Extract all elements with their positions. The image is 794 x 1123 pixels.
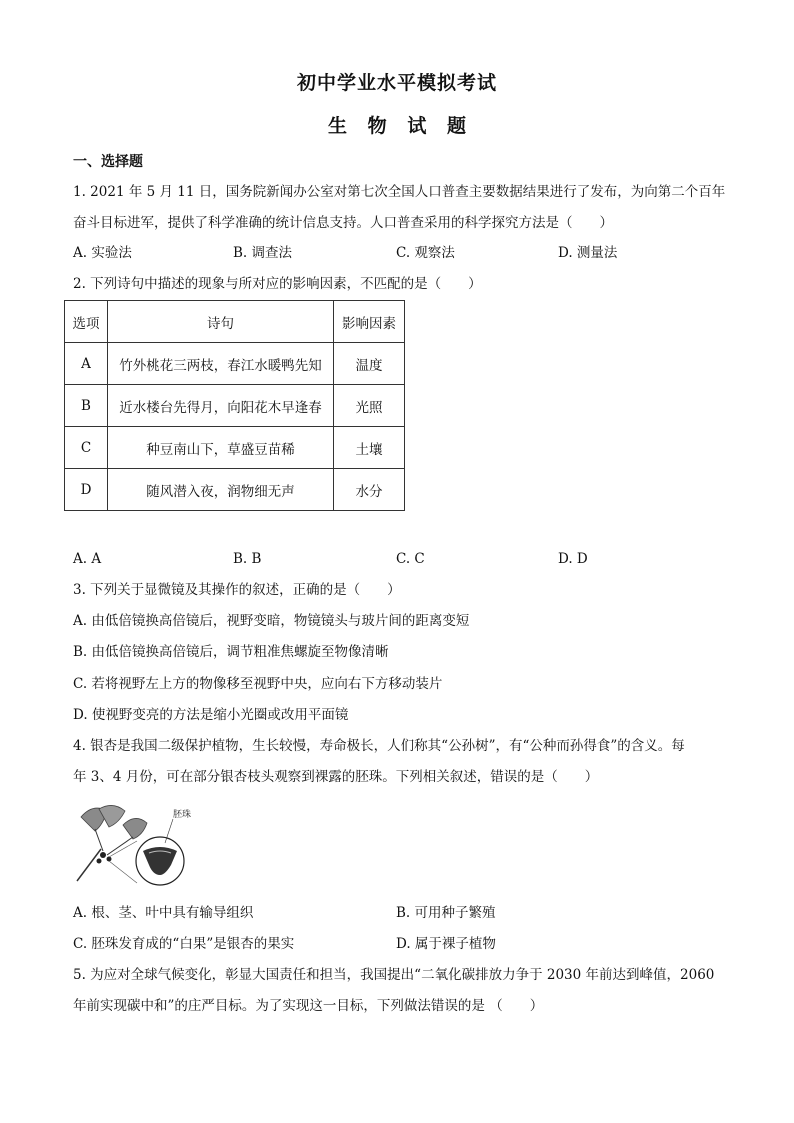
question-4-line-1: 4. 银杏是我国二级保护植物，生长较慢，寿命极长，人们称其“公孙树”，有“公种而孙得食”的含义。每 bbox=[73, 738, 685, 754]
table-row bbox=[65, 469, 405, 511]
table-cell: 温度 bbox=[334, 343, 405, 385]
question-2-option-d: D. D bbox=[558, 551, 588, 567]
subject-char: 生 bbox=[328, 115, 348, 137]
table-cell: 近水楼台先得月，向阳花木早逢春 bbox=[108, 385, 334, 427]
table-header-cell: 影响因素 bbox=[334, 301, 405, 343]
table-row bbox=[65, 385, 405, 427]
question-3-option-b: B. 由低倍镜换高倍镜后，调节粗准焦螺旋至物像清晰 bbox=[73, 644, 389, 660]
question-1-line-2: 奋斗目标进军，提供了科学准确的统计信息支持。人口普查采用的科学探究方法是（ ） bbox=[73, 215, 613, 231]
table-cell: C bbox=[65, 427, 108, 469]
table-cell: B bbox=[65, 385, 108, 427]
question-3-stem: 3. 下列关于显微镜及其操作的叙述，正确的是（ ） bbox=[73, 582, 401, 598]
exam-subject-title bbox=[0, 111, 794, 138]
table-cell: D bbox=[65, 469, 108, 511]
ovule-label: 胚珠 bbox=[173, 810, 192, 820]
table-cell: A bbox=[65, 343, 108, 385]
table-cell: 水分 bbox=[334, 469, 405, 511]
subject-char: 试 bbox=[407, 115, 427, 137]
question-3-option-d: D. 使视野变亮的方法是缩小光圈或改用平面镜 bbox=[73, 707, 349, 723]
question-1-option-a: A. 实验法 bbox=[73, 245, 132, 261]
question-4-option-d: D. 属于裸子植物 bbox=[396, 936, 496, 952]
question-2-table bbox=[64, 300, 405, 511]
exam-title: 初中学业水平模拟考试 bbox=[296, 72, 497, 94]
question-4-option-c: C. 胚珠发育成的“白果”是银杏的果实 bbox=[73, 936, 295, 952]
table-header-row bbox=[65, 301, 405, 343]
question-2-option-b: B. B bbox=[233, 551, 262, 567]
section-heading: 一、选择题 bbox=[73, 154, 143, 170]
table-cell: 随风潜入夜，润物细无声 bbox=[108, 469, 334, 511]
question-5-line-2: 年前实现碳中和”的庄严目标。为了实现这一目标，下列做法错误的是 （ ） bbox=[73, 998, 544, 1014]
question-4-option-b: B. 可用种子繁殖 bbox=[396, 905, 496, 921]
question-4-line-2: 年 3、4 月份，可在部分银杏枝头观察到裸露的胚珠。下列相关叙述，错误的是（ ） bbox=[73, 769, 599, 785]
question-2-option-c: C. C bbox=[396, 551, 425, 567]
table-row bbox=[65, 427, 405, 469]
table-header-cell: 诗句 bbox=[108, 301, 334, 343]
question-1-option-b: B. 调查法 bbox=[233, 245, 293, 261]
question-4-option-a: A. 根、茎、叶中具有输导组织 bbox=[73, 905, 254, 921]
question-3-option-a: A. 由低倍镜换高倍镜后，视野变暗，物镜镜头与玻片间的距离变短 bbox=[73, 613, 470, 629]
question-2-option-a: A. A bbox=[73, 551, 102, 567]
ginkgo-branch-illustration bbox=[73, 803, 193, 888]
table-cell: 光照 bbox=[334, 385, 405, 427]
table-cell: 土壤 bbox=[334, 427, 405, 469]
ginkgo-figure bbox=[73, 803, 193, 888]
subject-char: 题 bbox=[446, 115, 466, 137]
question-1-option-c: C. 观察法 bbox=[396, 245, 455, 261]
table-cell: 种豆南山下，草盛豆苗稀 bbox=[108, 427, 334, 469]
table-cell: 竹外桃花三两枝，春江水暖鸭先知 bbox=[108, 343, 334, 385]
subject-char: 物 bbox=[367, 115, 387, 137]
question-2-stem: 2. 下列诗句中描述的现象与所对应的影响因素，不匹配的是（ ） bbox=[73, 276, 482, 292]
question-1-option-d: D. 测量法 bbox=[558, 245, 618, 261]
question-3-option-c: C. 若将视野左上方的物像移至视野中央，应向右下方移动装片 bbox=[73, 676, 443, 692]
table-header-cell: 选项 bbox=[65, 301, 108, 343]
table-row bbox=[65, 343, 405, 385]
question-5-line-1: 5. 为应对全球气候变化，彰显大国责任和担当，我国提出“二氧化碳排放力争于 2030 年前达到峰值，2060 bbox=[73, 967, 715, 983]
question-1-line-1: 1. 2021 年 5 月 11 日，国务院新闻办公室对第七次全国人口普查主要数据结果进行了发布，为向第二个百年 bbox=[73, 184, 726, 200]
